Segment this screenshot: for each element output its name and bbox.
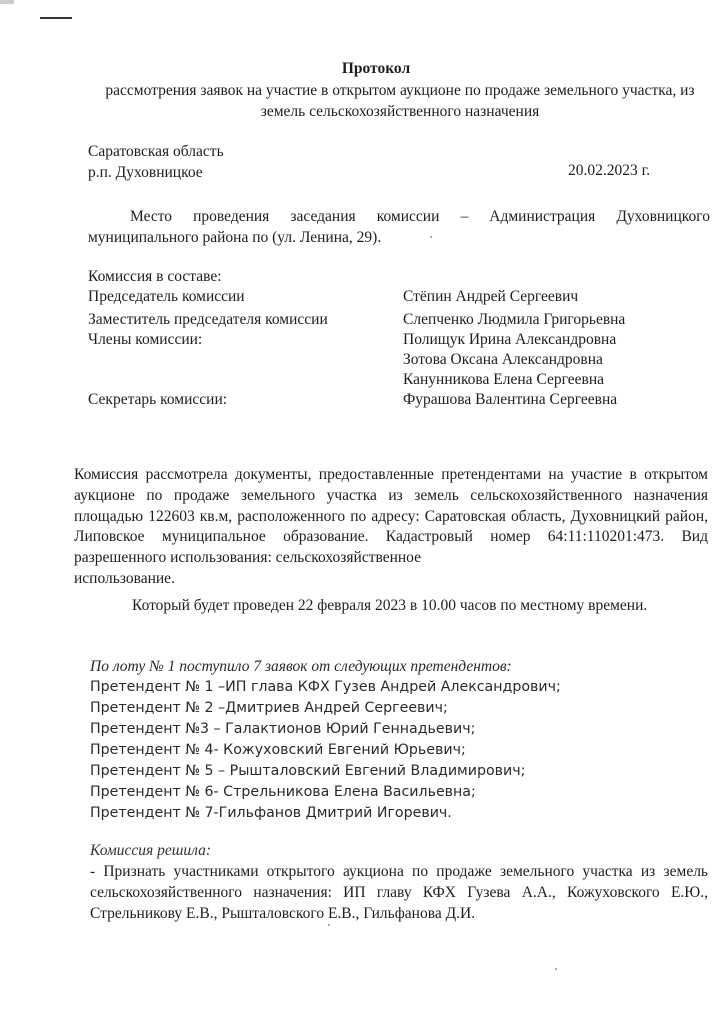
committee-row — [88, 330, 708, 350]
decision-text: - Признать участниками открытого аукциона по продаже земельного участка из земель сельскохозяйственного назначения: ИП главу КФХ Гузева А.А., Кожуховского Е.Ю., Стрельникову Е.В., Рышталовского Е.В., Гильфанова Д.И. — [90, 863, 708, 922]
auction-schedule: Который будет проведен 22 февраля 2023 в 10.00 часов по местному времени. — [132, 597, 648, 614]
committee-role — [88, 350, 403, 370]
review-paragraph-last-line: использование. — [74, 569, 175, 587]
committee-member-name: Канунникова Елена Сергеевна — [403, 371, 605, 388]
committee-member-name: Фурашова Валентина Сергеевна — [403, 391, 618, 408]
committee-role: Председатель комиссии — [88, 288, 245, 305]
committee-member-name: Зотова Оксана Александровна — [403, 351, 603, 368]
applicant-item: Претендент № 2 –Дмитриев Андрей Сергеевич; — [90, 700, 448, 716]
committee-row — [88, 310, 708, 330]
location-settlement: р.п. Духовницкое — [88, 164, 203, 181]
document-title: Протокол — [341, 60, 411, 77]
committee-row — [88, 287, 708, 307]
committee-row — [88, 390, 708, 410]
committee-row — [88, 370, 708, 390]
committee-member-name: Стёпин Андрей Сергеевич — [403, 288, 579, 305]
applicant-item: Претендент №3 – Галактионов Юрий Геннадьевич; — [90, 721, 476, 737]
decision-section — [90, 840, 708, 924]
applicant-item: Претендент № 7-Гильфанов Дмитрий Игоревич. — [90, 805, 452, 821]
review-paragraph-text: Комиссия рассмотрела документы, предоставленные претендентами на участие в открытом аукционе по продаже земельного участка из земель сельскохозяйственного назначения площадью 122603 кв.м, расположенного по адресу: Саратовская область, Духовницкий район, Липовское муниципальное образование. Кадастровый номер 64:11:110201:473. Вид разрешенного использования: сельскохозяйственное — [74, 466, 708, 567]
committee-member-name: Слепченко Людмила Григорьевна — [403, 311, 626, 328]
applicant-item: Претендент № 5 – Рышталовский Евгений Владимирович; — [90, 763, 526, 779]
committee-role: Заместитель председателя комиссии — [88, 311, 328, 328]
decision-label: Комиссия решила: — [90, 842, 212, 859]
committee-role: Секретарь комиссии: — [88, 391, 228, 408]
scan-speck — [555, 968, 557, 970]
committee-role — [88, 370, 403, 390]
committee-member-name: Полищук Ирина Александровна — [403, 331, 617, 348]
scan-corner-smudge — [0, 0, 14, 4]
document-subtitle: рассмотрения заявок на участие в открытом аукционе по продаже земельного участка, из земель сельскохозяйственного назначения — [105, 82, 695, 120]
venue-text: Место проведения заседания комиссии – Администрация Духовницкого муниципального района по (ул. Ленина, 29). — [88, 208, 710, 246]
location-region: Саратовская область — [88, 143, 224, 160]
applicant-item: Претендент № 1 –ИП глава КФХ Гузев Андрей Александрович; — [90, 679, 561, 695]
applicant-item: Претендент № 6- Стрельникова Елена Васильевна; — [90, 784, 476, 800]
lot-applicants — [90, 656, 561, 824]
scan-dash-mark — [40, 17, 72, 19]
scan-speck — [328, 924, 330, 926]
committee-heading: Комиссия в составе: — [88, 268, 222, 285]
scan-speck — [430, 236, 432, 238]
committee-role: Члены комиссии: — [88, 331, 203, 348]
applicant-item: Претендент № 4- Кожуховский Евгений Юрьевич; — [90, 742, 466, 758]
document-date: 20.02.2023 г. — [568, 162, 651, 179]
venue-paragraph — [88, 206, 710, 248]
committee-section — [88, 267, 708, 410]
committee-row — [88, 350, 708, 370]
lot-intro: По лоту № 1 поступило 7 заявок от следующих претендентов: — [90, 658, 512, 675]
review-paragraph — [74, 465, 708, 590]
location-block — [88, 141, 224, 183]
